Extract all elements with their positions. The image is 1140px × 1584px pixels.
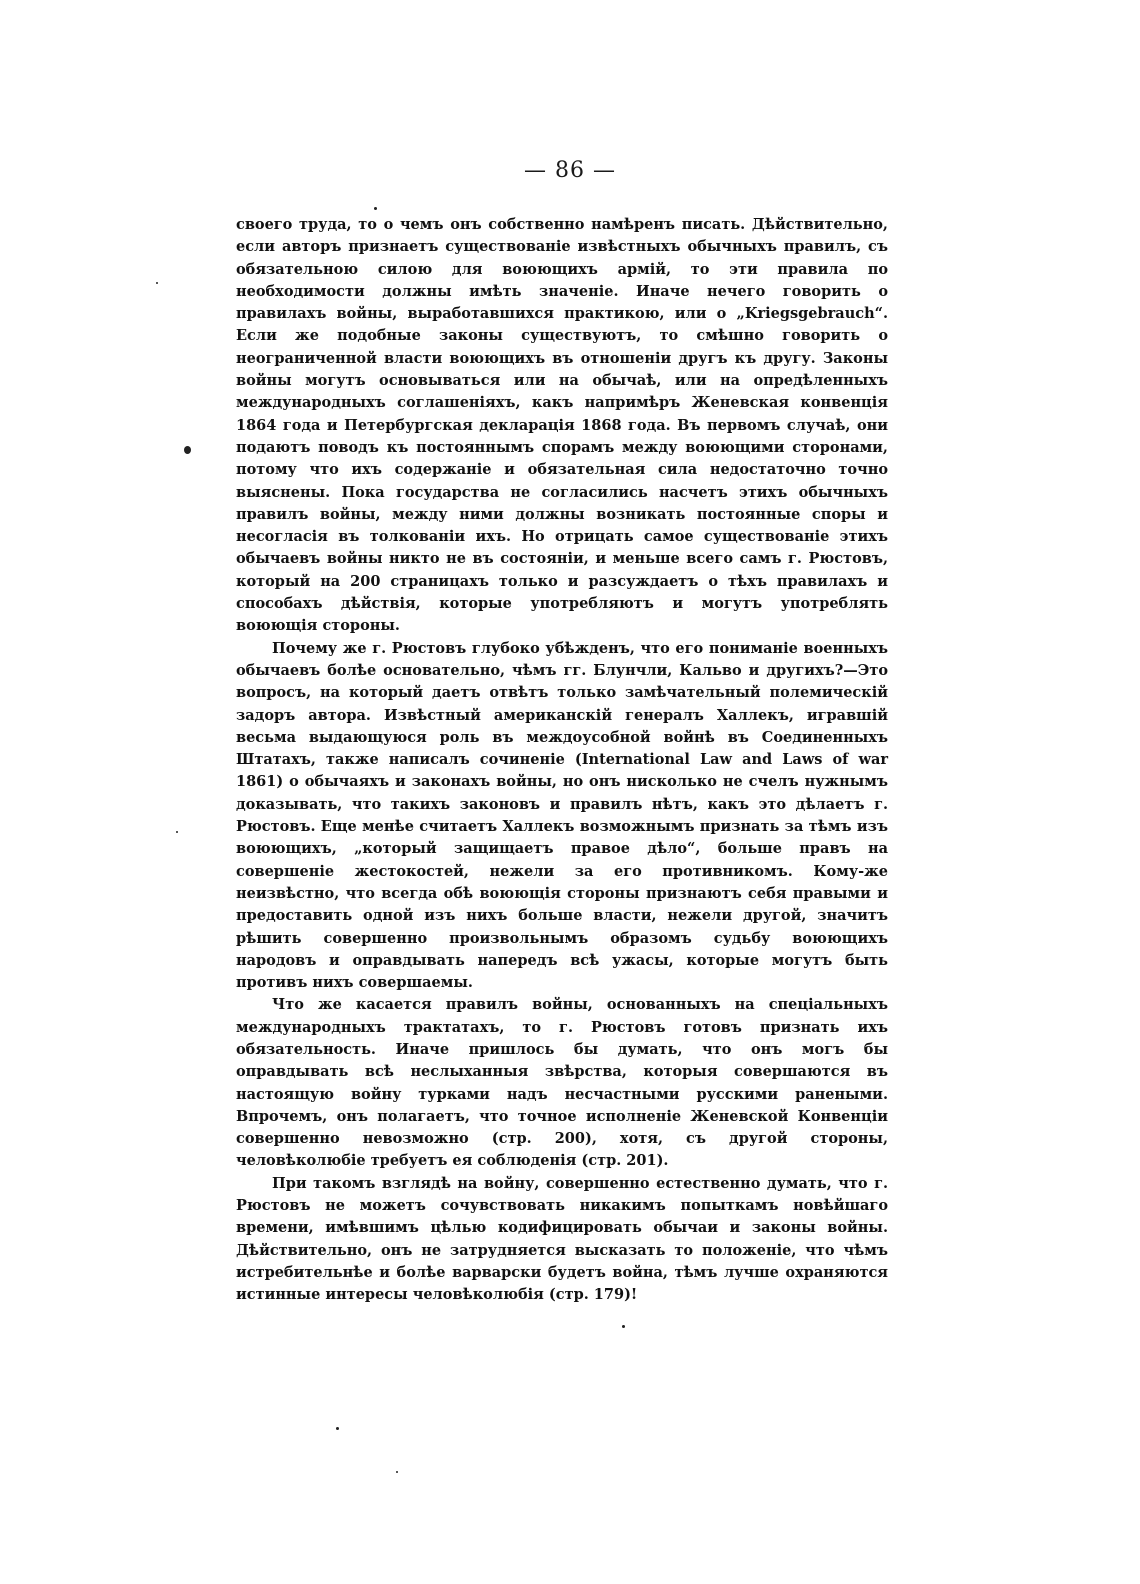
paragraph-2: Почему же г. Рюстовъ глубоко убѣжденъ, что его пониманіе военныхъ обычаевъ болѣе основательно, чѣмъ гг. Блунчли, Кальво и другихъ?—Это вопросъ, на который даетъ отвѣтъ только замѣчательный полемическій задоръ автора. Извѣстный американскій генералъ Халлекъ, игравшій весьма выдающуюся роль въ междоусобной войнѣ въ Соединенныхъ Штатахъ, также написалъ сочиненіе (International Law and Laws of war 1861) о обычаяхъ и законахъ войны, но онъ нисколько не счелъ нужнымъ доказывать, что такихъ законовъ и правилъ нѣтъ, какъ это дѣлаетъ г. Рюстовъ. Еще менѣе считаетъ Халлекъ возможнымъ признать за тѣмъ изъ воюющихъ, „который защищаетъ правое дѣло“, больше правъ на совершеніе жестокостей, нежели за его противникомъ. Кому-же неизвѣстно, что всегда обѣ воюющія стороны признаютъ себя правыми и предоставить одной изъ нихъ больше власти, нежели другой, значитъ рѣшить совершенно произвольнымъ образомъ судьбу воюющихъ народовъ и оправдывать напередъ всѣ ужасы, которые могутъ быть противъ нихъ совершаемы. [236,639,888,992]
scan-speck [156,282,158,284]
scan-speck [184,446,191,454]
scan-speck [622,1325,625,1328]
body-text [236,214,888,1307]
scan-speck [396,1471,398,1473]
scan-speck [336,1427,339,1430]
paragraph-1: своего труда, то о чемъ онъ собственно намѣренъ писать. Дѣйствительно, если авторъ признаетъ существованіе извѣстныхъ обычныхъ правилъ, съ обязательною силою для воюющихъ армій, то эти правила по необходимости должны имѣть значеніе. Иначе нечего говорить о правилахъ войны, выработавшихся практикою, или о „Kriegsgebrauch“. Если же подобные законы существуютъ, то смѣшно говорить о неограниченной власти воюющихъ въ отношеніи другъ къ другу. Законы войны могутъ основываться или на обычаѣ, или на опредѣленныхъ международныхъ соглашеніяхъ, какъ напримѣръ Женевская конвенція 1864 года и Петербургская декларація 1868 года. Въ первомъ случаѣ, они подаютъ поводъ къ постояннымъ спорамъ между воюющими сторонами, потому что ихъ содержаніе и обязательная сила недостаточно точно выяснены. Пока государства не согласились насчетъ этихъ обычныхъ правилъ войны, между ними должны возникать постоянные споры и несогласія въ толкованіи ихъ. Но отрицать самое существованіе этихъ обычаевъ войны никто не въ состояніи, и меньше всего самъ г. Рюстовъ, который на 200 страницахъ только и разсуждаетъ о тѣхъ правилахъ и способахъ дѣйствія, которые употребляютъ и могутъ употреблять воюющія стороны. [236,216,888,635]
paragraph-4: При такомъ взглядѣ на войну, совершенно естественно думать, что г. Рюстовъ не можетъ сочувствовать никакимъ попыткамъ новѣйшаго времени, имѣвшимъ цѣлью кодифицировать обычаи и законы войны. Дѣйствительно, онъ не затрудняется высказать то положеніе, что чѣмъ истребительнѣе и болѣе варварски будетъ война, тѣмъ лучше охраняются истинные интересы человѣколюбія (стр. 179)! [236,1174,888,1304]
paragraph-3: Что же касается правилъ войны, основанныхъ на спеціальныхъ международныхъ трактатахъ, то г. Рюстовъ готовъ признать ихъ обязательность. Иначе пришлось бы думать, что онъ могъ бы оправдывать всѣ неслыханныя звѣрства, которыя совершаются въ настоящую войну турками надъ несчастными русскими ранеными. Впрочемъ, онъ полагаетъ, что точное исполненіе Женевской Конвенціи совершенно невозможно (стр. 200), хотя, съ другой стороны, человѣколюбіе требуетъ ея соблюденія (стр. 201). [236,996,888,1170]
scan-speck [176,831,178,833]
page-number: — 86 — [524,158,616,183]
scan-speck [374,207,377,210]
